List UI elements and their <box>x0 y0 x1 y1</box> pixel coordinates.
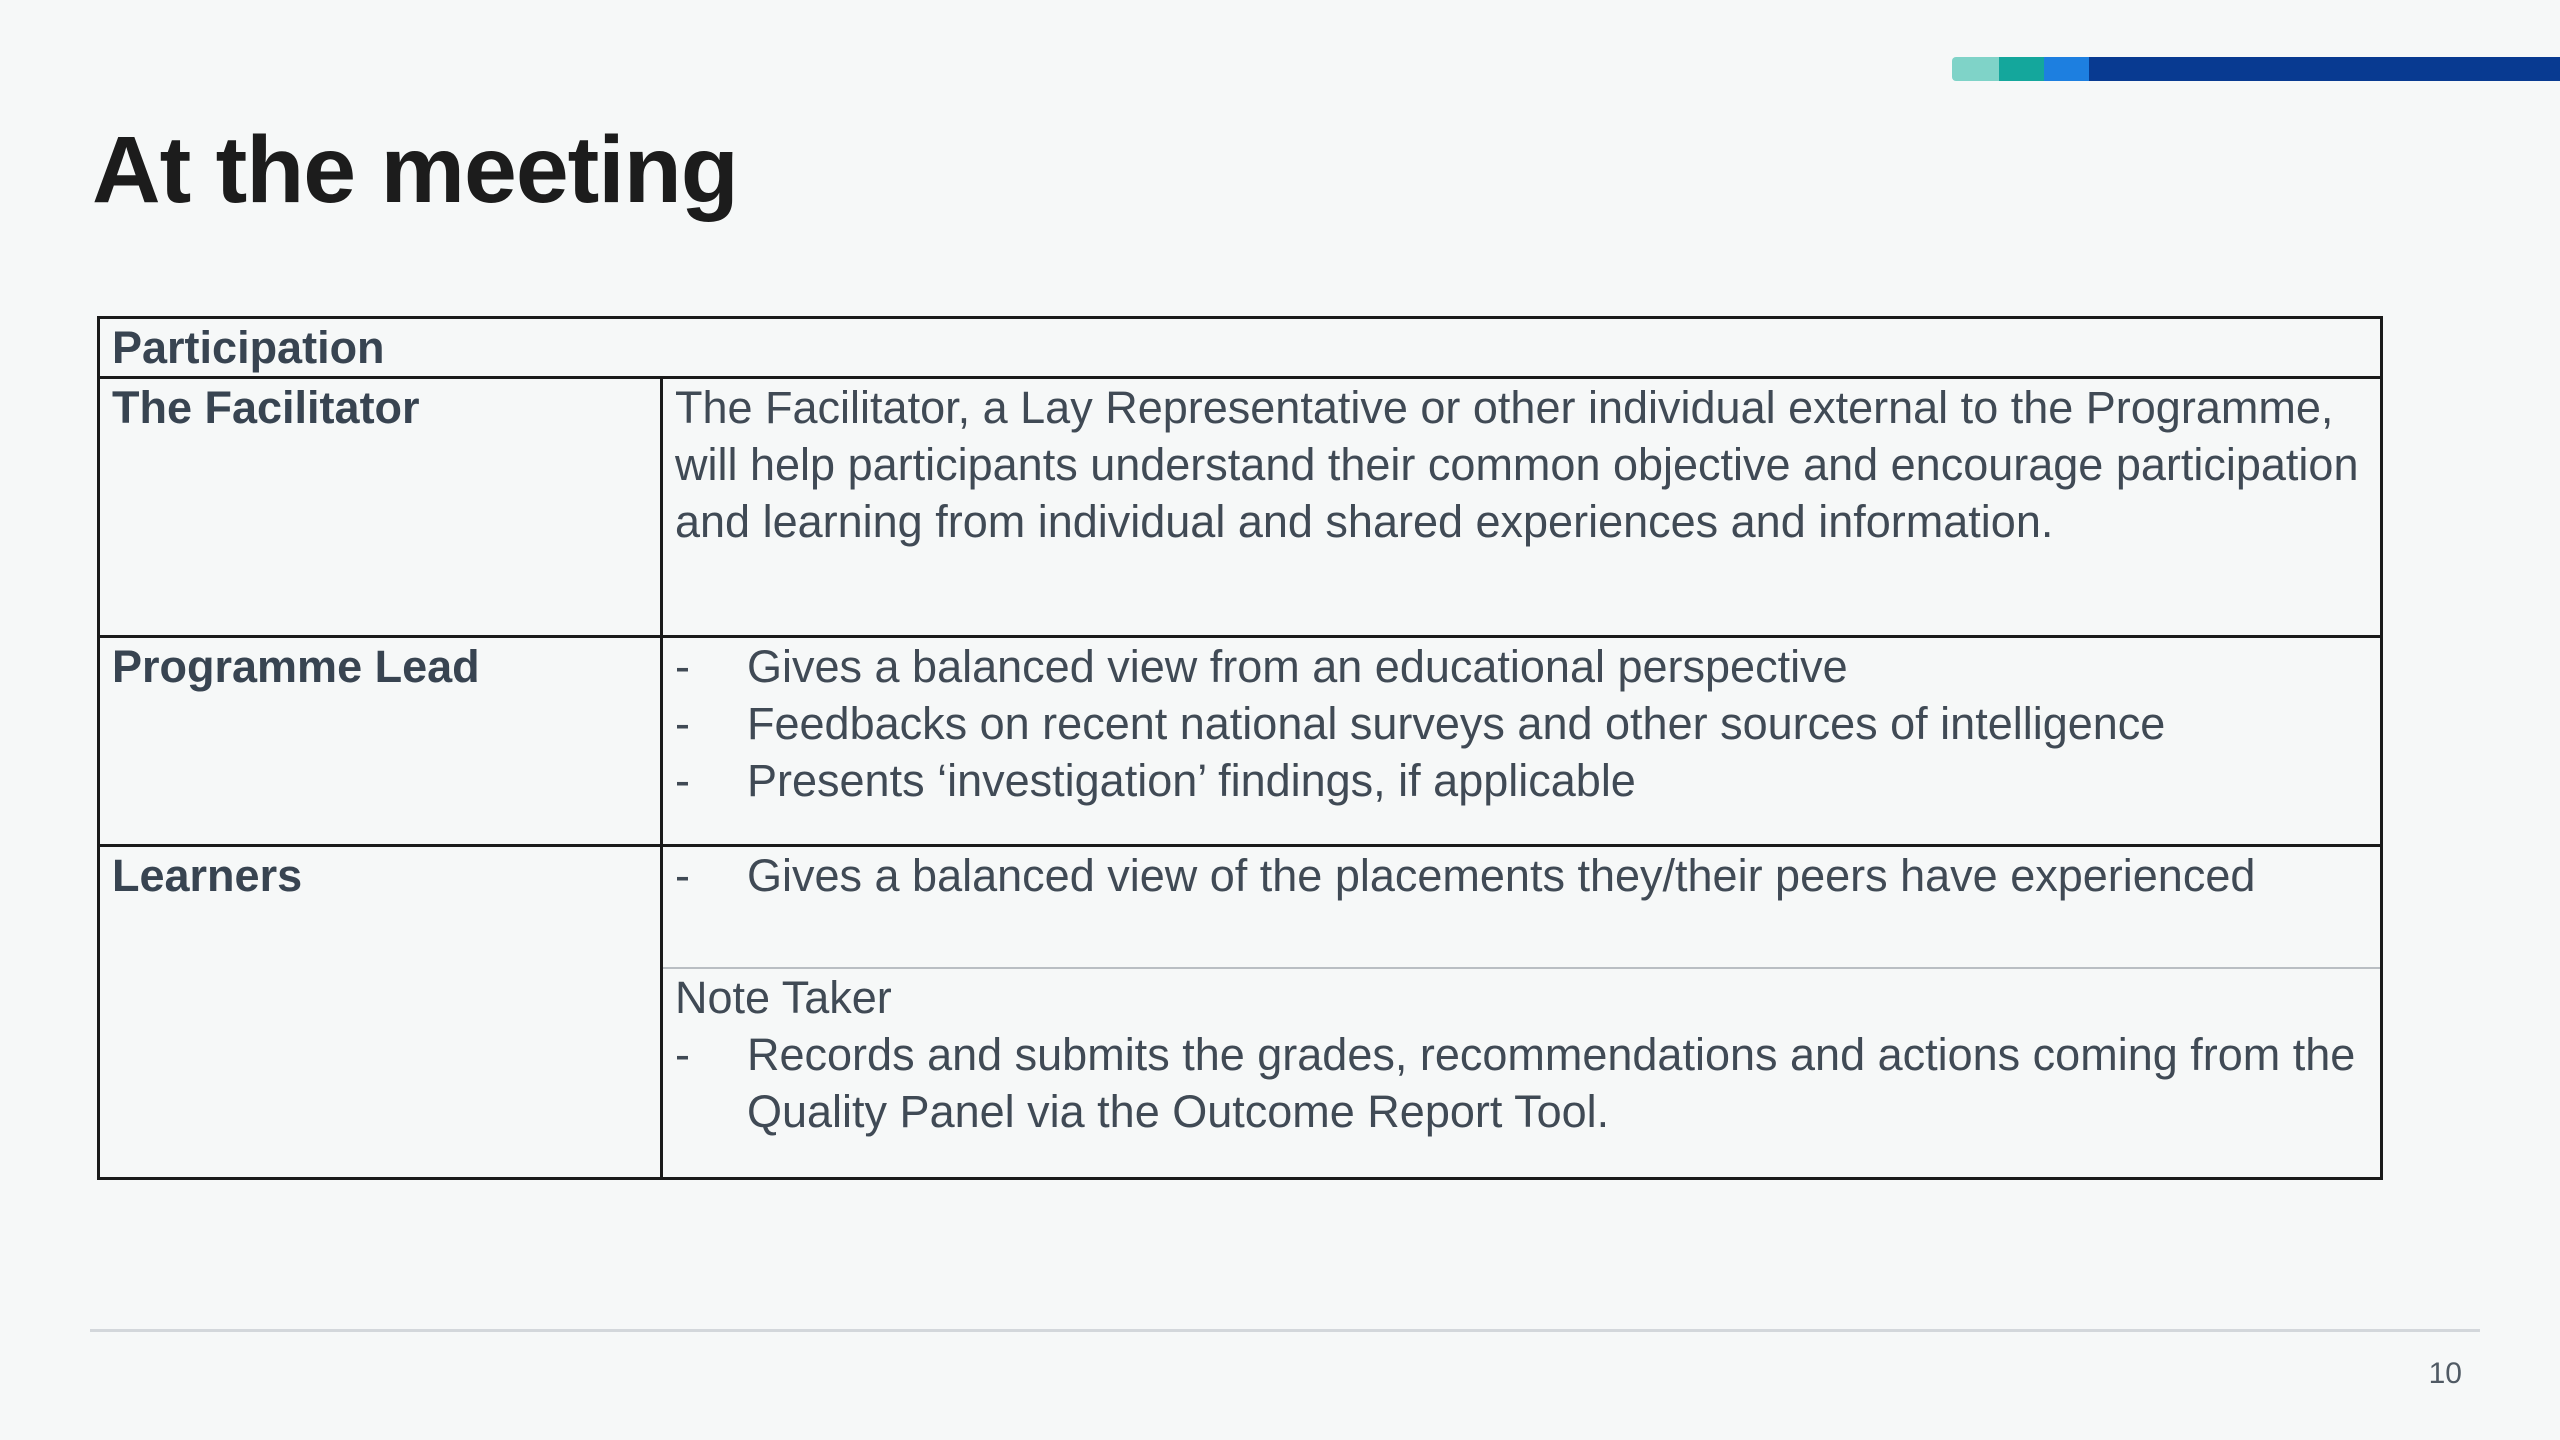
list-item <box>675 1026 2368 1140</box>
footer-divider <box>90 1329 2480 1332</box>
list-item <box>675 752 2368 809</box>
list-item-text: Presents ‘investigation’ findings, if applicable <box>747 755 1636 806</box>
table-header: Participation <box>99 318 2382 378</box>
accent-segment-4 <box>2089 57 2560 81</box>
list-item-text: Records and submits the grades, recommendations and actions coming from the Quality Panel via the Outcome Report Tool. <box>747 1029 2356 1137</box>
page-number: 10 <box>2428 1357 2462 1390</box>
note-taker-duties <box>662 968 2382 1179</box>
table-row-facilitator <box>99 378 2382 637</box>
list-item-text: Gives a balanced view from an educational perspective <box>747 641 1848 692</box>
dash-bullet: - <box>675 850 690 901</box>
accent-segment-2 <box>1999 57 2044 81</box>
role-facilitator: The Facilitator <box>99 378 662 637</box>
dash-bullet: - <box>675 641 690 692</box>
table-row-programme-lead <box>99 637 2382 846</box>
participation-table-wrapper <box>97 316 2383 1180</box>
table-header-row <box>99 318 2382 378</box>
participation-table <box>97 316 2383 1180</box>
learners-duties <box>662 846 2382 969</box>
accent-segment-3 <box>2044 57 2089 81</box>
table-row-learners <box>99 846 2382 969</box>
facilitator-description: The Facilitator, a Lay Representative or other individual external to the Programme, will help participants understand their common objective and encourage participation and learning from individual and shared experiences and information. <box>662 378 2382 637</box>
accent-bar <box>1952 57 2560 81</box>
dash-bullet: - <box>675 755 690 806</box>
page-title: At the meeting <box>92 117 738 223</box>
role-learners: Learners <box>99 846 662 1179</box>
programme-lead-duties <box>662 637 2382 846</box>
list-item <box>675 695 2368 752</box>
dash-bullet: - <box>675 1029 690 1080</box>
programme-lead-list <box>675 638 2368 809</box>
list-item <box>675 638 2368 695</box>
note-taker-list <box>675 1026 2368 1140</box>
learners-list <box>675 847 2368 904</box>
role-programme-lead: Programme Lead <box>99 637 662 846</box>
role-note-taker: Note Taker <box>675 972 892 1023</box>
list-item-text: Feedbacks on recent national surveys and other sources of intelligence <box>747 698 2166 749</box>
list-item <box>675 847 2368 904</box>
list-item-text: Gives a balanced view of the placements they/their peers have experienced <box>747 850 2256 901</box>
dash-bullet: - <box>675 698 690 749</box>
accent-segment-1 <box>1952 57 1999 81</box>
